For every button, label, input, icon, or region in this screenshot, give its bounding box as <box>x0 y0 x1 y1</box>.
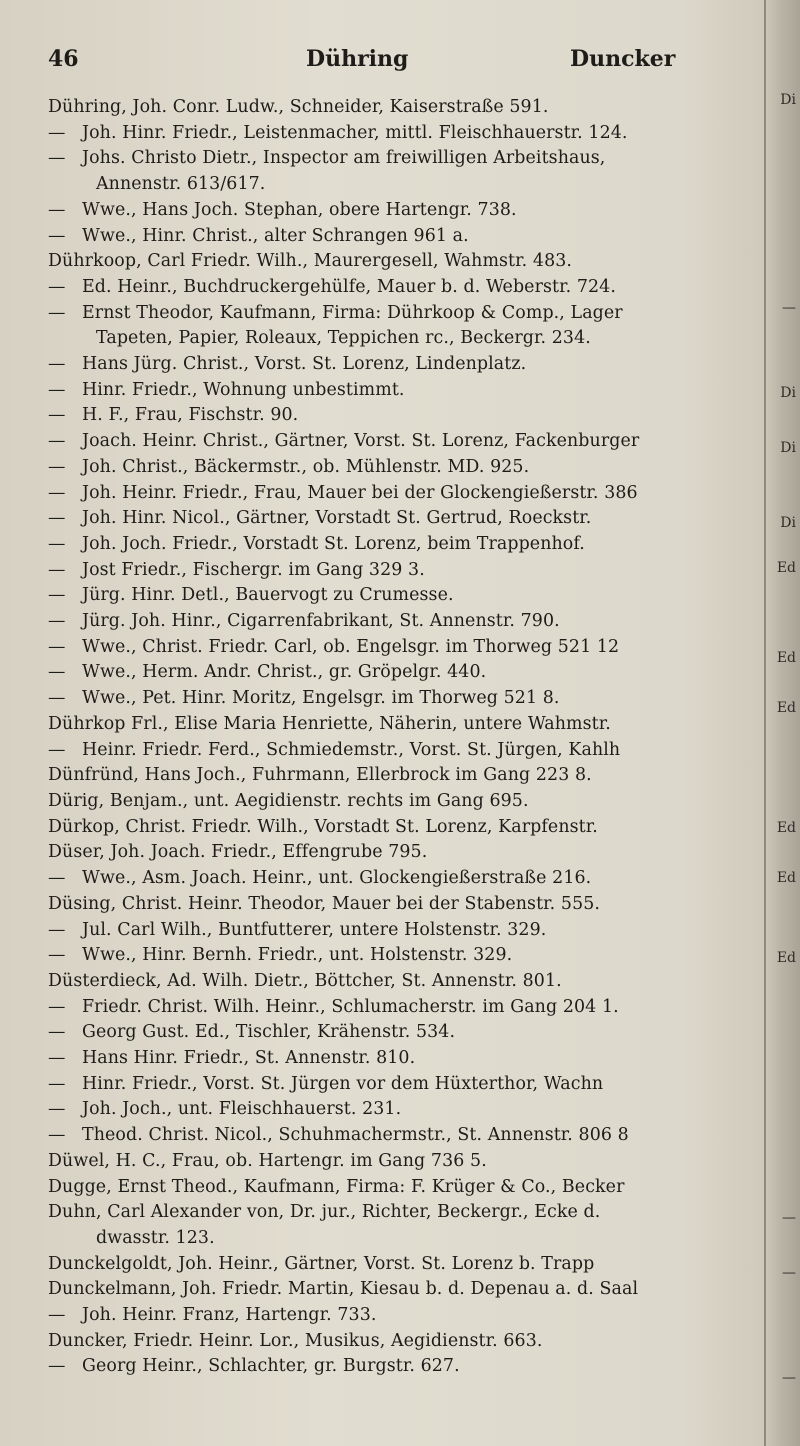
directory-entry <box>48 918 770 944</box>
directory-entry <box>48 840 770 866</box>
ditto-dash: — <box>48 148 66 169</box>
ditto-dash: — <box>48 611 66 632</box>
directory-entry <box>48 429 770 455</box>
entry-text: H. F., Frau, Fischstr. 90. <box>82 405 299 426</box>
ditto-dash: — <box>48 225 66 246</box>
ditto-dash: — <box>48 945 66 966</box>
entry-text: Dühring, Joh. Conr. Ludw., Schneider, Kaiserstraße 591. <box>48 97 549 117</box>
edge-fragment: Ed <box>776 870 796 886</box>
ditto-dash: — <box>48 1099 66 1120</box>
ditto-dash: — <box>48 559 66 580</box>
directory-entry <box>48 403 770 429</box>
ditto-dash: — <box>48 1356 66 1377</box>
book-page-edge <box>764 0 800 1446</box>
directory-entry <box>48 892 770 918</box>
entry-text: Jürg. Joh. Hinr., Cigarrenfabrikant, St. Annenstr. 790. <box>82 611 560 632</box>
entry-text: Duhn, Carl Alexander von, Dr. jur., Richter, Beckergr., Ecke d. <box>48 1202 601 1223</box>
ditto-dash: — <box>48 1305 66 1326</box>
directory-entry <box>48 1354 770 1380</box>
directory-entry <box>48 660 770 686</box>
edge-fragment: Di <box>780 92 796 108</box>
ditto-dash: — <box>48 585 66 606</box>
ditto-dash: — <box>48 1125 66 1146</box>
directory-entry <box>48 969 770 995</box>
entry-text: Wwe., Asm. Joach. Heinr., unt. Glockengießerstraße 216. <box>82 868 592 889</box>
ditto-dash: — <box>48 662 66 683</box>
entry-text: Joh. Heinr. Franz, Hartengr. 733. <box>82 1305 377 1326</box>
directory-entry <box>48 1097 770 1123</box>
entry-continuation: dwasstr. 123. <box>96 1227 215 1248</box>
entry-text: Wwe., Christ. Friedr. Carl, ob. Engelsgr. im Thorweg 521 12 <box>82 636 620 657</box>
entry-text: Heinr. Friedr. Ferd., Schmiedemstr., Vorst. St. Jürgen, Kahlh <box>82 739 621 760</box>
ditto-dash: — <box>48 533 66 554</box>
ditto-dash: — <box>48 688 66 709</box>
entry-text: Düsing, Christ. Heinr. Theodor, Mauer bei der Stabenstr. 555. <box>48 893 601 914</box>
entry-text: Jost Friedr., Fischergr. im Gang 329 3. <box>82 559 425 580</box>
entry-text: Dünfründ, Hans Joch., Fuhrmann, Ellerbrock im Gang 223 8. <box>48 765 592 786</box>
ditto-dash: — <box>48 482 66 503</box>
ditto-dash: — <box>48 508 66 529</box>
entry-text: Düwel, H. C., Frau, ob. Hartengr. im Gang 736 5. <box>48 1150 487 1171</box>
ditto-dash: — <box>48 868 66 889</box>
directory-entry <box>48 712 770 738</box>
directory-entry <box>48 455 770 481</box>
edge-fragment: Ed <box>776 650 796 666</box>
ditto-dash: — <box>48 379 66 400</box>
directory-entry <box>48 635 770 661</box>
entry-text: Wwe., Pet. Hinr. Moritz, Engelsgr. im Thorweg 521 8. <box>82 688 560 709</box>
entry-text: Hans Jürg. Christ., Vorst. St. Lorenz, Lindenplatz. <box>82 354 527 375</box>
directory-entry <box>48 1252 770 1278</box>
entry-text: Joh. Christ., Bäckermstr., ob. Mühlenstr. MD. 925. <box>82 456 530 477</box>
directory-entry <box>48 275 770 301</box>
entry-text: Joach. Heinr. Christ., Gärtner, Vorst. St. Lorenz, Fackenburger <box>82 431 640 452</box>
entry-text: Hinr. Friedr., Vorst. St. Jürgen vor dem Hüxterthor, Wachn <box>82 1073 604 1094</box>
ditto-dash: — <box>48 636 66 657</box>
directory-entry <box>48 1277 770 1303</box>
directory-entry <box>48 1200 770 1251</box>
ditto-dash: — <box>48 456 66 477</box>
directory-entry <box>48 815 770 841</box>
entry-text: Dührkop Frl., Elise Maria Henriette, Näherin, untere Wahmstr. <box>48 713 611 734</box>
edge-fragment: — <box>782 1370 796 1386</box>
entry-text: Joh. Hinr. Friedr., Leistenmacher, mittl. Fleischhauerstr. 124. <box>82 122 628 143</box>
entry-text: Joh. Hinr. Nicol., Gärtner, Vorstadt St. Gertrud, Roeckstr. <box>82 508 592 529</box>
edge-fragment: Ed <box>776 950 796 966</box>
entry-text: Düsterdieck, Ad. Wilh. Dietr., Böttcher, St. Annenstr. 801. <box>48 970 562 991</box>
entry-text: Jürg. Hinr. Detl., Bauervogt zu Crumesse. <box>82 585 454 606</box>
entry-text: Wwe., Hinr. Bernh. Friedr., unt. Holstenstr. 329. <box>82 945 513 966</box>
edge-fragment: Di <box>780 440 796 456</box>
directory-entry <box>48 95 770 121</box>
entry-text: Ernst Theodor, Kaufmann, Firma: Dührkoop & Comp., Lager <box>82 302 623 323</box>
entry-text: Dunckelmann, Joh. Friedr. Martin, Kiesau b. d. Depenau a. d. Saal <box>48 1279 639 1300</box>
directory-entry <box>48 866 770 892</box>
directory-entry <box>48 1149 770 1175</box>
ditto-dash: — <box>48 1048 66 1069</box>
edge-fragment: Di <box>780 515 796 531</box>
entry-text: Georg Gust. Ed., Tischler, Krähenstr. 534. <box>82 1022 456 1043</box>
directory-entry <box>48 763 770 789</box>
ditto-dash: — <box>48 1022 66 1043</box>
edge-fragment: Ed <box>776 560 796 576</box>
directory-entry <box>48 121 770 147</box>
running-head-last: Duncker <box>570 46 676 72</box>
entry-text: Joh. Joch., unt. Fleischhauerst. 231. <box>82 1099 402 1120</box>
directory-entry <box>48 1046 770 1072</box>
ditto-dash: — <box>48 996 66 1017</box>
directory-entry <box>48 352 770 378</box>
entry-text: Dugge, Ernst Theod., Kaufmann, Firma: F. Krüger & Co., Becker <box>48 1176 625 1197</box>
page-number: 46 <box>48 46 79 72</box>
entry-text: Georg Heinr., Schlachter, gr. Burgstr. 627. <box>82 1356 460 1377</box>
directory-entry <box>48 738 770 764</box>
edge-fragment: — <box>782 1265 796 1281</box>
edge-fragment: Ed <box>776 700 796 716</box>
directory-entry <box>48 198 770 224</box>
page-header <box>48 40 728 76</box>
entry-text: Wwe., Hinr. Christ., alter Schrangen 961 a. <box>82 225 469 246</box>
entry-text: Dunckelgoldt, Joh. Heinr., Gärtner, Vorst. St. Lorenz b. Trapp <box>48 1253 595 1274</box>
ditto-dash: — <box>48 739 66 760</box>
ditto-dash: — <box>48 122 66 143</box>
ditto-dash: — <box>48 431 66 452</box>
directory-entry <box>48 789 770 815</box>
entry-text: Hans Hinr. Friedr., St. Annenstr. 810. <box>82 1048 416 1069</box>
directory-entry <box>48 532 770 558</box>
entry-text: Dührkoop, Carl Friedr. Wilh., Maurergesell, Wahmstr. 483. <box>48 251 573 272</box>
directory-entry <box>48 506 770 532</box>
entry-text: Wwe., Hans Joch. Stephan, obere Hartengr. 738. <box>82 199 517 220</box>
directory-entry <box>48 609 770 635</box>
running-head-first: Dühring <box>306 46 409 72</box>
entry-continuation: Annenstr. 613/617. <box>96 174 266 195</box>
edge-fragment: — <box>782 300 796 316</box>
entry-text: Jul. Carl Wilh., Buntfutterer, untere Holstenstr. 329. <box>82 919 547 940</box>
ditto-dash: — <box>48 199 66 220</box>
ditto-dash: — <box>48 354 66 375</box>
entry-text: Theod. Christ. Nicol., Schuhmachermstr., St. Annenstr. 806 8 <box>82 1125 629 1146</box>
entry-text: Dürkop, Christ. Friedr. Wilh., Vorstadt St. Lorenz, Karpfenstr. <box>48 816 598 837</box>
directory-entry <box>48 943 770 969</box>
entry-text: Ed. Heinr., Buchdruckergehülfe, Mauer b. d. Weberstr. 724. <box>82 276 616 297</box>
directory-entry <box>48 224 770 250</box>
edge-fragment: Ed <box>776 820 796 836</box>
entry-text: Friedr. Christ. Wilh. Heinr., Schlumacherstr. im Gang 204 1. <box>82 996 619 1017</box>
edge-fragment: — <box>782 1210 796 1226</box>
entry-text: Joh. Heinr. Friedr., Frau, Mauer bei der Glockengießerstr. 386 <box>82 482 638 503</box>
directory-entry <box>48 686 770 712</box>
entry-text: Joh. Joch. Friedr., Vorstadt St. Lorenz, beim Trappenhof. <box>82 533 585 554</box>
ditto-dash: — <box>48 405 66 426</box>
entry-text: Johs. Christo Dietr., Inspector am freiwilligen Arbeitshaus, <box>82 148 606 169</box>
directory-entry <box>48 1175 770 1201</box>
entry-text: Hinr. Friedr., Wohnung unbestimmt. <box>82 379 405 400</box>
directory-entry <box>48 249 770 275</box>
directory-entry <box>48 378 770 404</box>
edge-fragment: Di <box>780 385 796 401</box>
directory-entry <box>48 995 770 1021</box>
directory-entries <box>48 95 770 1380</box>
ditto-dash: — <box>48 1073 66 1094</box>
directory-entry <box>48 1329 770 1355</box>
directory-entry <box>48 1020 770 1046</box>
ditto-dash: — <box>48 276 66 297</box>
directory-entry <box>48 1303 770 1329</box>
directory-entry <box>48 1072 770 1098</box>
entry-continuation: Tapeten, Papier, Roleaux, Teppichen rc., Beckergr. 234. <box>96 328 591 349</box>
directory-entry <box>48 558 770 584</box>
entry-text: Wwe., Herm. Andr. Christ., gr. Gröpelgr. 440. <box>82 662 487 683</box>
directory-entry <box>48 301 770 352</box>
entry-text: Düser, Joh. Joach. Friedr., Effengrube 795. <box>48 842 428 863</box>
entry-text: Dürig, Benjam., unt. Aegidienstr. rechts im Gang 695. <box>48 790 529 811</box>
directory-entry <box>48 146 770 197</box>
directory-entry <box>48 583 770 609</box>
ditto-dash: — <box>48 302 66 323</box>
directory-entry <box>48 481 770 507</box>
entry-text: Duncker, Friedr. Heinr. Lor., Musikus, Aegidienstr. 663. <box>48 1330 543 1351</box>
directory-entry <box>48 1123 770 1149</box>
ditto-dash: — <box>48 919 66 940</box>
